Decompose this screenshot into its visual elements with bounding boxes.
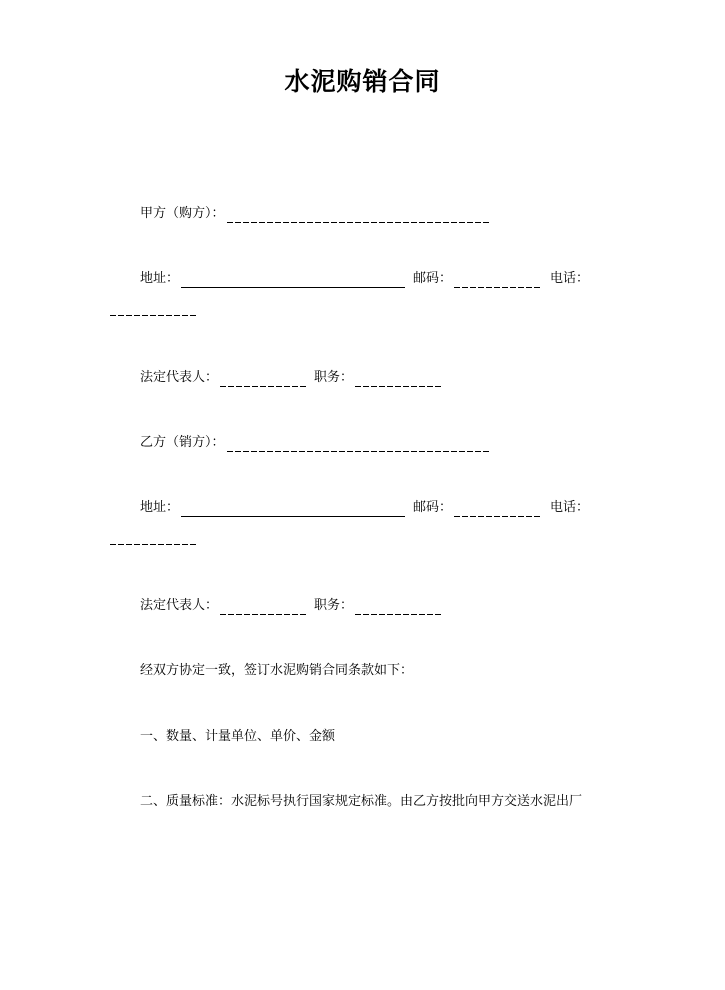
party-a-postcode-label: 邮码： xyxy=(413,271,453,286)
party-b-label: 乙方（销方）： xyxy=(140,435,225,450)
party-a-address-blank xyxy=(181,273,405,288)
party-a-postcode-blank xyxy=(454,274,540,288)
party-b-address-line xyxy=(140,499,589,517)
party-b-position-label: 职务： xyxy=(314,598,354,613)
party-b-postcode-blank xyxy=(454,503,540,517)
party-b-rep-line xyxy=(140,597,443,615)
party-b-address-label: 地址： xyxy=(140,500,180,515)
party-a-rep-line xyxy=(140,369,443,387)
party-b-rep-label: 法定代表人： xyxy=(140,598,219,613)
party-a-address-label: 地址： xyxy=(140,271,180,286)
party-a-address-line xyxy=(140,270,589,288)
party-a-position-label: 职务： xyxy=(314,370,354,385)
party-b-position-blank xyxy=(355,601,441,615)
party-b-line xyxy=(140,434,491,452)
party-a-phone-label: 电话： xyxy=(550,271,590,286)
party-a-rep-label: 法定代表人： xyxy=(140,370,219,385)
party-b-postcode-label: 邮码： xyxy=(413,500,453,515)
party-a-rep-blank xyxy=(220,373,306,387)
party-a-position-blank xyxy=(355,373,441,387)
party-b-address-blank xyxy=(181,502,405,517)
party-b-name-blank xyxy=(227,438,489,452)
clause-1: 一、数量、计量单位、单价、金额 xyxy=(140,729,336,744)
document-title: 水泥购销合同 xyxy=(284,67,441,96)
party-a-label: 甲方（购方）： xyxy=(140,206,225,221)
party-b-phone-line xyxy=(110,531,198,545)
clause-2: 二、质量标准：水泥标号执行国家规定标准。由乙方按批向甲方交送水泥出厂 xyxy=(140,794,583,809)
party-b-rep-blank xyxy=(220,601,306,615)
party-b-phone-blank xyxy=(110,531,196,545)
party-a-line xyxy=(140,205,491,223)
intro-paragraph: 经双方协定一致，签订水泥购销合同条款如下： xyxy=(140,663,414,678)
party-a-name-blank xyxy=(227,209,489,223)
party-a-phone-line xyxy=(110,302,198,316)
party-b-phone-label: 电话： xyxy=(550,500,590,515)
party-a-phone-blank xyxy=(110,302,196,316)
